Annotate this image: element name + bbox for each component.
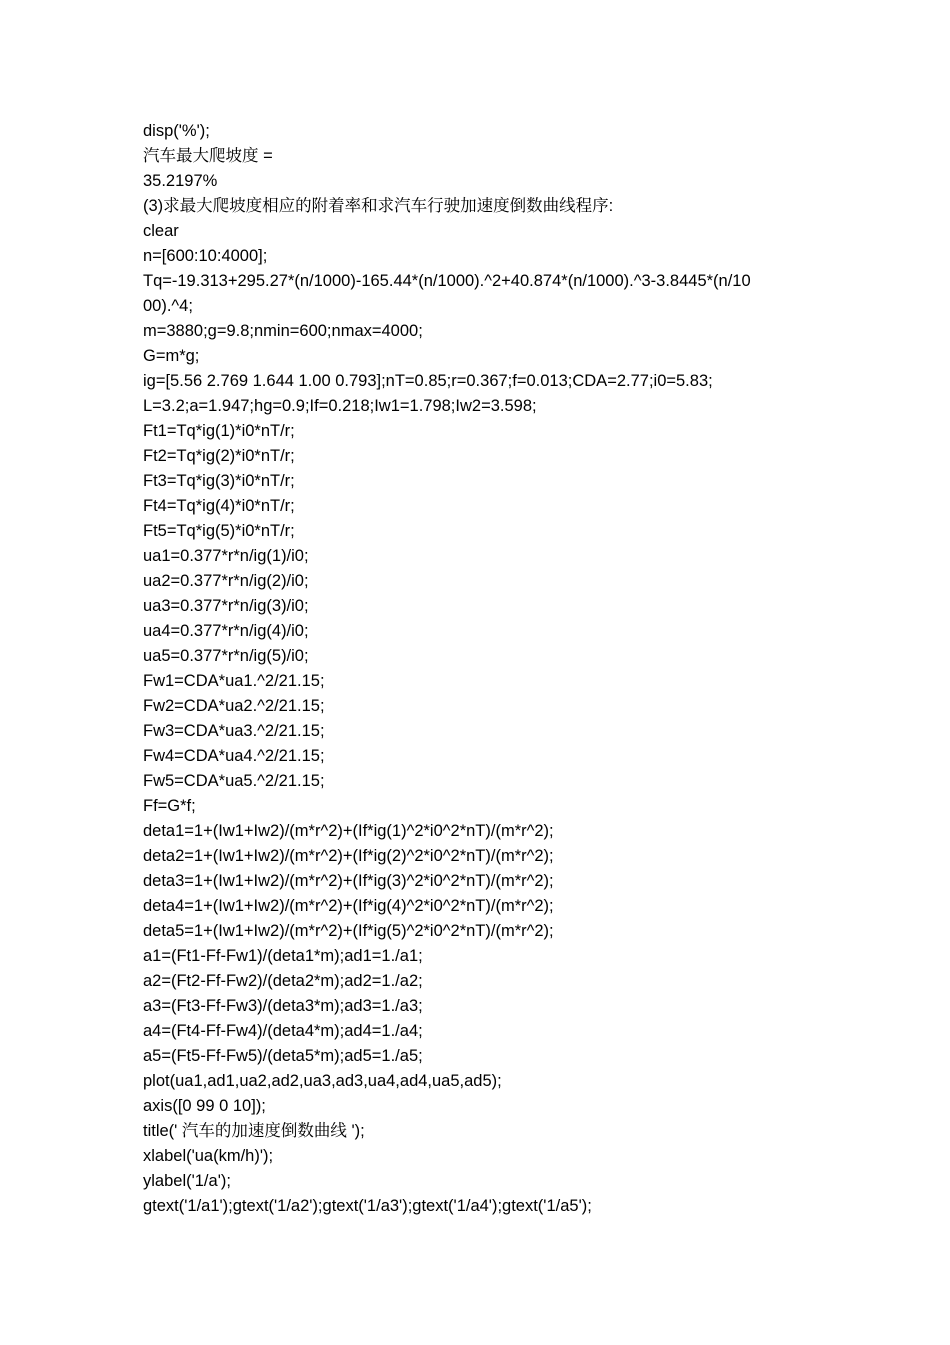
code-line: ua4=0.377*r*n/ig(4)/i0; xyxy=(143,622,309,640)
code-listing xyxy=(143,119,823,1219)
code-line: a5=(Ft5-Ff-Fw5)/(deta5*m);ad5=1./a5; xyxy=(143,1047,423,1065)
code-line: 00).^4; xyxy=(143,297,193,315)
code-line: Fw2=CDA*ua2.^2/21.15; xyxy=(143,697,325,715)
code-line: Fw5=CDA*ua5.^2/21.15; xyxy=(143,772,325,790)
section-heading-line: (3)求最大爬坡度相应的附着率和求汽车行驶加速度倒数曲线程序: xyxy=(143,197,614,215)
code-line: Ft3=Tq*ig(3)*i0*nT/r; xyxy=(143,472,295,490)
code-line: n=[600:10:4000]; xyxy=(143,247,268,265)
code-line: gtext('1/a1');gtext('1/a2');gtext('1/a3');gtext('1/a4');gtext('1/a5'); xyxy=(143,1197,592,1215)
code-line: Ft2=Tq*ig(2)*i0*nT/r; xyxy=(143,447,295,465)
code-line: Fw1=CDA*ua1.^2/21.15; xyxy=(143,672,325,690)
code-line: Ff=G*f; xyxy=(143,797,196,815)
code-line: plot(ua1,ad1,ua2,ad2,ua3,ad3,ua4,ad4,ua5,ad5); xyxy=(143,1072,502,1090)
code-line: Fw3=CDA*ua3.^2/21.15; xyxy=(143,722,325,740)
code-line: m=3880;g=9.8;nmin=600;nmax=4000; xyxy=(143,322,423,340)
code-line: ylabel('1/a'); xyxy=(143,1172,231,1190)
code-line: deta4=1+(Iw1+Iw2)/(m*r^2)+(If*ig(4)^2*i0^2*nT)/(m*r^2); xyxy=(143,897,554,915)
code-line: Ft1=Tq*ig(1)*i0*nT/r; xyxy=(143,422,295,440)
code-line: axis([0 99 0 10]); xyxy=(143,1097,266,1115)
code-line: xlabel('ua(km/h)'); xyxy=(143,1147,274,1165)
code-line: deta3=1+(Iw1+Iw2)/(m*r^2)+(If*ig(3)^2*i0^2*nT)/(m*r^2); xyxy=(143,872,554,890)
code-line: ua1=0.377*r*n/ig(1)/i0; xyxy=(143,547,309,565)
code-line: ua2=0.377*r*n/ig(2)/i0; xyxy=(143,572,309,590)
code-line: Ft5=Tq*ig(5)*i0*nT/r; xyxy=(143,522,295,540)
code-line: ua3=0.377*r*n/ig(3)/i0; xyxy=(143,597,309,615)
code-line: title(' 汽车的加速度倒数曲线 '); xyxy=(143,1122,365,1140)
code-line: Ft4=Tq*ig(4)*i0*nT/r; xyxy=(143,497,295,515)
code-line: Tq=-19.313+295.27*(n/1000)-165.44*(n/1000).^2+40.874*(n/1000).^3-3.8445*(n/10 xyxy=(143,272,751,290)
code-line: a1=(Ft1-Ff-Fw1)/(deta1*m);ad1=1./a1; xyxy=(143,947,423,965)
code-line: Fw4=CDA*ua4.^2/21.15; xyxy=(143,747,325,765)
code-line: ua5=0.377*r*n/ig(5)/i0; xyxy=(143,647,309,665)
code-line: a3=(Ft3-Ff-Fw3)/(deta3*m);ad3=1./a3; xyxy=(143,997,423,1015)
result-label-line: 汽车最大爬坡度 = xyxy=(143,147,273,165)
result-value-line: 35.2197% xyxy=(143,172,218,190)
code-line: G=m*g; xyxy=(143,347,200,365)
code-line: deta2=1+(Iw1+Iw2)/(m*r^2)+(If*ig(2)^2*i0^2*nT)/(m*r^2); xyxy=(143,847,554,865)
code-line: deta5=1+(Iw1+Iw2)/(m*r^2)+(If*ig(5)^2*i0^2*nT)/(m*r^2); xyxy=(143,922,554,940)
code-line: a2=(Ft2-Ff-Fw2)/(deta2*m);ad2=1./a2; xyxy=(143,972,423,990)
code-line: deta1=1+(Iw1+Iw2)/(m*r^2)+(If*ig(1)^2*i0^2*nT)/(m*r^2); xyxy=(143,822,554,840)
code-line: L=3.2;a=1.947;hg=0.9;If=0.218;Iw1=1.798;Iw2=3.598; xyxy=(143,397,537,415)
code-line: disp('%'); xyxy=(143,122,210,140)
code-line: a4=(Ft4-Ff-Fw4)/(deta4*m);ad4=1./a4; xyxy=(143,1022,423,1040)
code-line: ig=[5.56 2.769 1.644 1.00 0.793];nT=0.85;r=0.367;f=0.013;CDA=2.77;i0=5.83; xyxy=(143,372,713,390)
code-line: clear xyxy=(143,222,179,240)
